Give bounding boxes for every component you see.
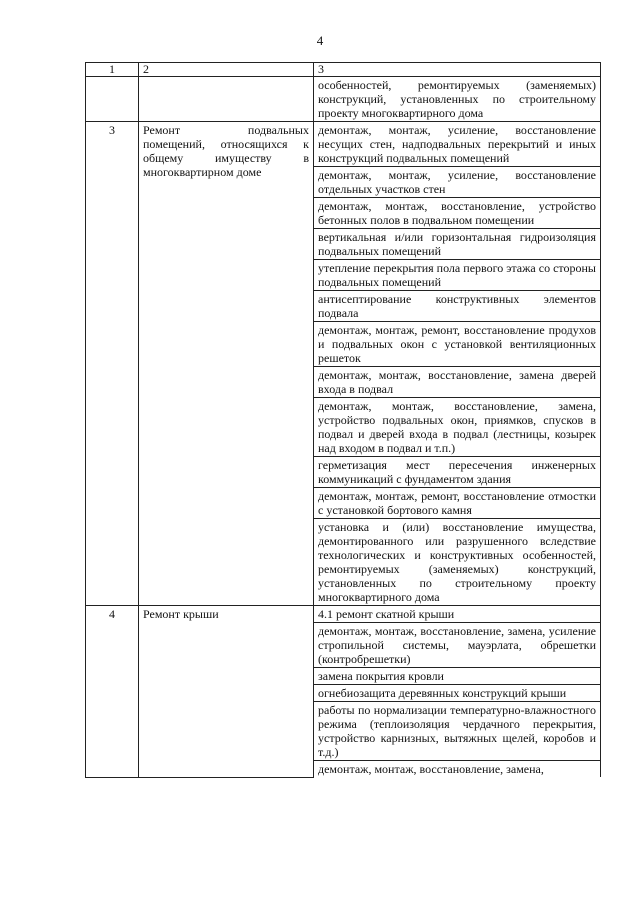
row-number-cell: 4 [86,606,139,778]
work-item-cell: 4.1 ремонт скатной крыши [314,606,601,623]
work-item-cell: демонтаж, монтаж, восстановление, замена, [314,761,601,778]
table-row [86,606,601,623]
work-item-cell: установка и (или) восстановление имущества, демонтированного или разрушенного вследствие технологических и конструктивных особенностей, ремонтируемых (заменяемых) конструкций, установленных по строительному проекту многоквартирного дома [314,519,601,606]
header-cell-3: 3 [314,63,601,77]
work-item-cell: демонтаж, монтаж, ремонт, восстановление отмостки с установкой бортового камня [314,488,601,519]
work-item-cell: работы по нормализации температурно-влажностного режима (теплоизоляция чердачного перекрытия, устройство карнизных, вытяжных щелей, коробов и т.д.) [314,702,601,761]
table-header-row [86,63,601,77]
work-item-cell: демонтаж, монтаж, усиление, восстановление несущих стен, надподвальных перекрытий и иных конструкций подвальных помещений [314,122,601,167]
header-cell-1: 1 [86,63,139,77]
table-row [86,122,601,167]
work-item-cell: утепление перекрытия пола первого этажа со стороны подвальных помещений [314,260,601,291]
table-row [86,77,601,122]
work-item-cell: огнебиозащита деревянных конструкций крыши [314,685,601,702]
work-item-cell: антисептирование конструктивных элементов подвала [314,291,601,322]
work-item-cell: демонтаж, монтаж, восстановление, замена, устройство подвальных окон, приямков, спусков в подвал и дверей входа в подвал (лестницы, козырек над входом в подвал и т.п.) [314,398,601,457]
work-item-cell: демонтаж, монтаж, усиление, восстановление отдельных участков стен [314,167,601,198]
works-table [85,62,601,778]
work-item-cell: демонтаж, монтаж, ремонт, восстановление продухов и подвальных окон с установкой вентиляционных решеток [314,322,601,367]
work-type-cell [139,77,314,122]
work-type-cell: Ремонт крыши [139,606,314,778]
work-item-cell: демонтаж, монтаж, восстановление, устройство бетонных полов в подвальном помещении [314,198,601,229]
work-item-cell: замена покрытия кровли [314,668,601,685]
work-item-cell: герметизация мест пересечения инженерных коммуникаций с фундаментом здания [314,457,601,488]
work-item-cell: демонтаж, монтаж, восстановление, замена, усиление стропильной системы, мауэрлата, обрешетки (контробрешетки) [314,623,601,668]
row-number-cell [86,77,139,122]
work-type-cell: Ремонт подвальных помещений, относящихся к общему имуществу в многоквартирном доме [139,122,314,606]
header-cell-2: 2 [139,63,314,77]
row-number-cell: 3 [86,122,139,606]
work-item-cell: особенностей, ремонтируемых (заменяемых) конструкций, установленных по строительному проекту многоквартирного дома [314,77,601,122]
work-item-cell: демонтаж, монтаж, восстановление, замена дверей входа в подвал [314,367,601,398]
page-number: 4 [316,33,324,48]
works-table-body [86,63,601,778]
work-item-cell: вертикальная и/или горизонтальная гидроизоляция подвальных помещений [314,229,601,260]
